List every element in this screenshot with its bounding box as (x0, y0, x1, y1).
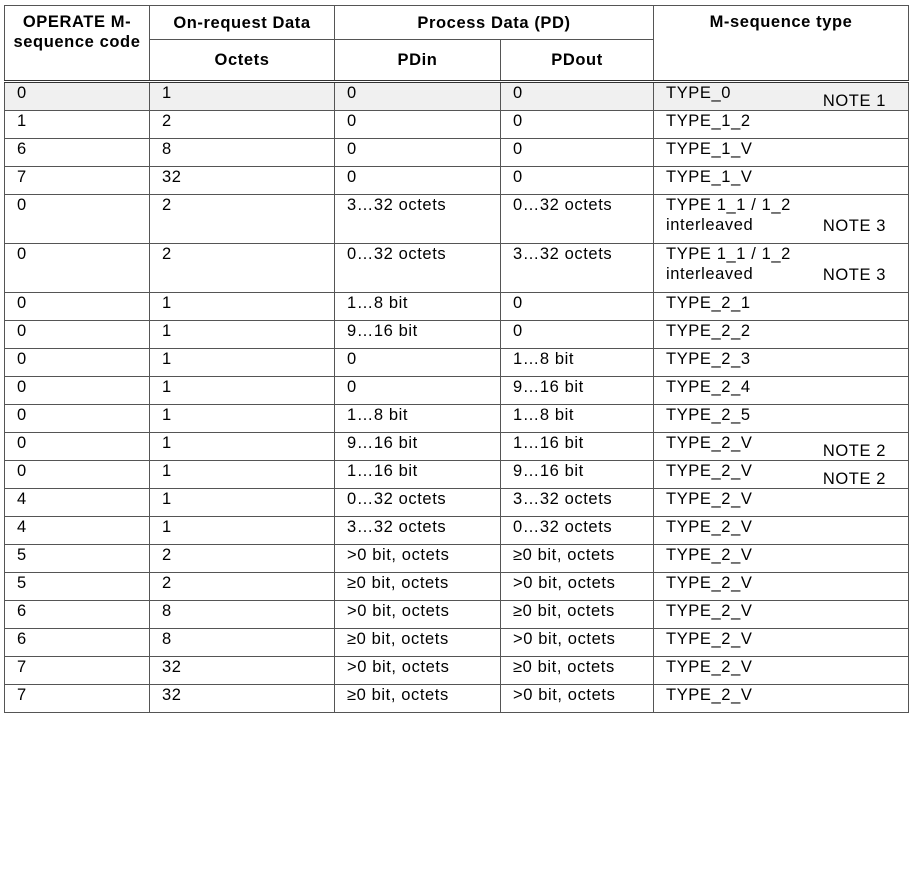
type-label: TYPE_2_V (666, 490, 753, 508)
type-label: TYPE_1_V (666, 168, 753, 186)
cell-operate-code: 4 (5, 517, 150, 545)
cell-m-sequence-type (654, 111, 909, 139)
cell-octets: 32 (150, 167, 335, 195)
cell-pdout: ≥0 bit, octets (501, 545, 654, 573)
header-operate-code: OPERATE M-sequence code (5, 6, 150, 82)
cell-octets: 1 (150, 82, 335, 111)
cell-pdout: 1…8 bit (501, 349, 654, 377)
cell-m-sequence-type (654, 601, 909, 629)
cell-pdin: 0 (335, 82, 501, 111)
cell-octets: 32 (150, 657, 335, 685)
table-row (5, 321, 909, 349)
table-row (5, 629, 909, 657)
cell-octets: 1 (150, 405, 335, 433)
cell-octets: 1 (150, 377, 335, 405)
cell-m-sequence-type (654, 433, 909, 461)
note-label: NOTE 2 (822, 442, 887, 460)
cell-m-sequence-type (654, 82, 909, 111)
cell-pdin: 0 (335, 167, 501, 195)
cell-pdin: 0…32 octets (335, 244, 501, 293)
cell-operate-code: 0 (5, 377, 150, 405)
table-row (5, 685, 909, 713)
cell-octets: 2 (150, 545, 335, 573)
type-label: TYPE_2_V (666, 602, 753, 620)
table-row (5, 195, 909, 244)
table-row (5, 349, 909, 377)
header-on-request-data: On-request Data (150, 6, 335, 40)
type-label: TYPE_0 (666, 84, 732, 102)
cell-pdout: 0 (501, 82, 654, 111)
table-row (5, 545, 909, 573)
cell-octets: 1 (150, 461, 335, 489)
cell-operate-code: 0 (5, 433, 150, 461)
cell-operate-code: 7 (5, 167, 150, 195)
cell-operate-code: 7 (5, 685, 150, 713)
table-row (5, 657, 909, 685)
cell-pdin: 0 (335, 349, 501, 377)
cell-m-sequence-type (654, 489, 909, 517)
table-row (5, 377, 909, 405)
cell-pdout: ≥0 bit, octets (501, 657, 654, 685)
cell-pdout: 0 (501, 167, 654, 195)
cell-octets: 8 (150, 139, 335, 167)
cell-pdout: 0…32 octets (501, 195, 654, 244)
cell-pdin: 9…16 bit (335, 433, 501, 461)
cell-operate-code: 0 (5, 461, 150, 489)
cell-pdin: 0…32 octets (335, 489, 501, 517)
cell-pdout: 0 (501, 293, 654, 321)
header-octets: Octets (150, 40, 335, 82)
cell-operate-code: 6 (5, 139, 150, 167)
cell-octets: 1 (150, 517, 335, 545)
cell-pdin: ≥0 bit, octets (335, 685, 501, 713)
header-pdin: PDin (335, 40, 501, 82)
cell-pdin: ≥0 bit, octets (335, 629, 501, 657)
cell-pdin: 1…8 bit (335, 293, 501, 321)
cell-m-sequence-type (654, 545, 909, 573)
type-label: TYPE_2_4 (666, 378, 751, 396)
note-label: NOTE 3 (822, 217, 887, 235)
table-row (5, 433, 909, 461)
type-label: TYPE_1_2 (666, 112, 751, 130)
cell-pdin: >0 bit, octets (335, 545, 501, 573)
cell-pdout: 0 (501, 321, 654, 349)
type-label: TYPE_2_V (666, 518, 753, 536)
cell-m-sequence-type (654, 195, 909, 244)
type-label: TYPE 1_1 / 1_2 (666, 196, 791, 214)
cell-m-sequence-type (654, 461, 909, 489)
cell-octets: 32 (150, 685, 335, 713)
cell-operate-code: 6 (5, 601, 150, 629)
cell-pdout: >0 bit, octets (501, 573, 654, 601)
cell-m-sequence-type (654, 685, 909, 713)
m-sequence-table (4, 5, 909, 713)
cell-pdin: 9…16 bit (335, 321, 501, 349)
cell-pdout: 3…32 octets (501, 244, 654, 293)
cell-pdin: >0 bit, octets (335, 601, 501, 629)
type-label-line2: interleaved (666, 265, 754, 283)
table-row (5, 461, 909, 489)
cell-pdin: >0 bit, octets (335, 657, 501, 685)
cell-pdin: 0 (335, 377, 501, 405)
cell-octets: 2 (150, 573, 335, 601)
cell-pdout: ≥0 bit, octets (501, 601, 654, 629)
cell-octets: 8 (150, 629, 335, 657)
table-row (5, 293, 909, 321)
type-label: TYPE 1_1 / 1_2 (666, 245, 791, 263)
cell-pdin: 0 (335, 111, 501, 139)
cell-operate-code: 0 (5, 195, 150, 244)
cell-pdout: 1…16 bit (501, 433, 654, 461)
table-body (5, 82, 909, 713)
type-label: TYPE_2_1 (666, 294, 751, 312)
type-label: TYPE_2_V (666, 630, 753, 648)
cell-pdout: 0…32 octets (501, 517, 654, 545)
header-pdout: PDout (501, 40, 654, 82)
cell-operate-code: 5 (5, 545, 150, 573)
cell-pdin: 3…32 octets (335, 195, 501, 244)
cell-octets: 2 (150, 195, 335, 244)
cell-pdin: 3…32 octets (335, 517, 501, 545)
type-label: TYPE_2_V (666, 546, 753, 564)
cell-m-sequence-type (654, 321, 909, 349)
cell-pdin: 1…16 bit (335, 461, 501, 489)
cell-operate-code: 0 (5, 293, 150, 321)
cell-octets: 2 (150, 111, 335, 139)
cell-octets: 1 (150, 321, 335, 349)
table-row (5, 573, 909, 601)
cell-pdin: 0 (335, 139, 501, 167)
cell-pdout: 9…16 bit (501, 377, 654, 405)
cell-octets: 1 (150, 433, 335, 461)
cell-pdout: >0 bit, octets (501, 685, 654, 713)
cell-pdin: ≥0 bit, octets (335, 573, 501, 601)
cell-operate-code: 5 (5, 573, 150, 601)
cell-m-sequence-type (654, 244, 909, 293)
table-row (5, 517, 909, 545)
note-label: NOTE 2 (822, 470, 887, 488)
cell-m-sequence-type (654, 377, 909, 405)
type-label: TYPE_2_V (666, 574, 753, 592)
table-row (5, 139, 909, 167)
cell-pdin: 1…8 bit (335, 405, 501, 433)
type-label: TYPE_2_V (666, 434, 753, 452)
type-label: TYPE_2_V (666, 462, 753, 480)
type-label: TYPE_1_V (666, 140, 753, 158)
cell-m-sequence-type (654, 517, 909, 545)
cell-operate-code: 0 (5, 244, 150, 293)
table-row (5, 167, 909, 195)
table-row (5, 111, 909, 139)
cell-pdout: 0 (501, 139, 654, 167)
table-row (5, 244, 909, 293)
cell-pdout: 9…16 bit (501, 461, 654, 489)
cell-octets: 1 (150, 349, 335, 377)
cell-operate-code: 6 (5, 629, 150, 657)
cell-m-sequence-type (654, 293, 909, 321)
table-row (5, 489, 909, 517)
cell-operate-code: 0 (5, 82, 150, 111)
type-label: TYPE_2_V (666, 686, 753, 704)
cell-m-sequence-type (654, 629, 909, 657)
table-row (5, 82, 909, 111)
cell-octets: 2 (150, 244, 335, 293)
cell-operate-code: 1 (5, 111, 150, 139)
cell-m-sequence-type (654, 167, 909, 195)
cell-pdout: >0 bit, octets (501, 629, 654, 657)
cell-m-sequence-type (654, 405, 909, 433)
type-label: TYPE_2_V (666, 658, 753, 676)
table-row (5, 601, 909, 629)
cell-operate-code: 7 (5, 657, 150, 685)
header-process-data: Process Data (PD) (335, 6, 654, 40)
cell-operate-code: 0 (5, 349, 150, 377)
cell-m-sequence-type (654, 573, 909, 601)
table-header (5, 6, 909, 82)
cell-m-sequence-type (654, 349, 909, 377)
cell-operate-code: 4 (5, 489, 150, 517)
cell-m-sequence-type (654, 657, 909, 685)
type-label: TYPE_2_2 (666, 322, 751, 340)
note-label: NOTE 3 (822, 266, 887, 284)
cell-pdout: 3…32 octets (501, 489, 654, 517)
cell-pdout: 0 (501, 111, 654, 139)
header-m-sequence-type: M-sequence type (654, 6, 909, 82)
cell-m-sequence-type (654, 139, 909, 167)
table-row (5, 405, 909, 433)
cell-operate-code: 0 (5, 405, 150, 433)
type-label: TYPE_2_5 (666, 406, 751, 424)
type-label: TYPE_2_3 (666, 350, 751, 368)
type-label-line2: interleaved (666, 216, 754, 234)
cell-pdout: 1…8 bit (501, 405, 654, 433)
cell-octets: 8 (150, 601, 335, 629)
cell-operate-code: 0 (5, 321, 150, 349)
cell-octets: 1 (150, 489, 335, 517)
note-label: NOTE 1 (822, 92, 887, 110)
cell-octets: 1 (150, 293, 335, 321)
